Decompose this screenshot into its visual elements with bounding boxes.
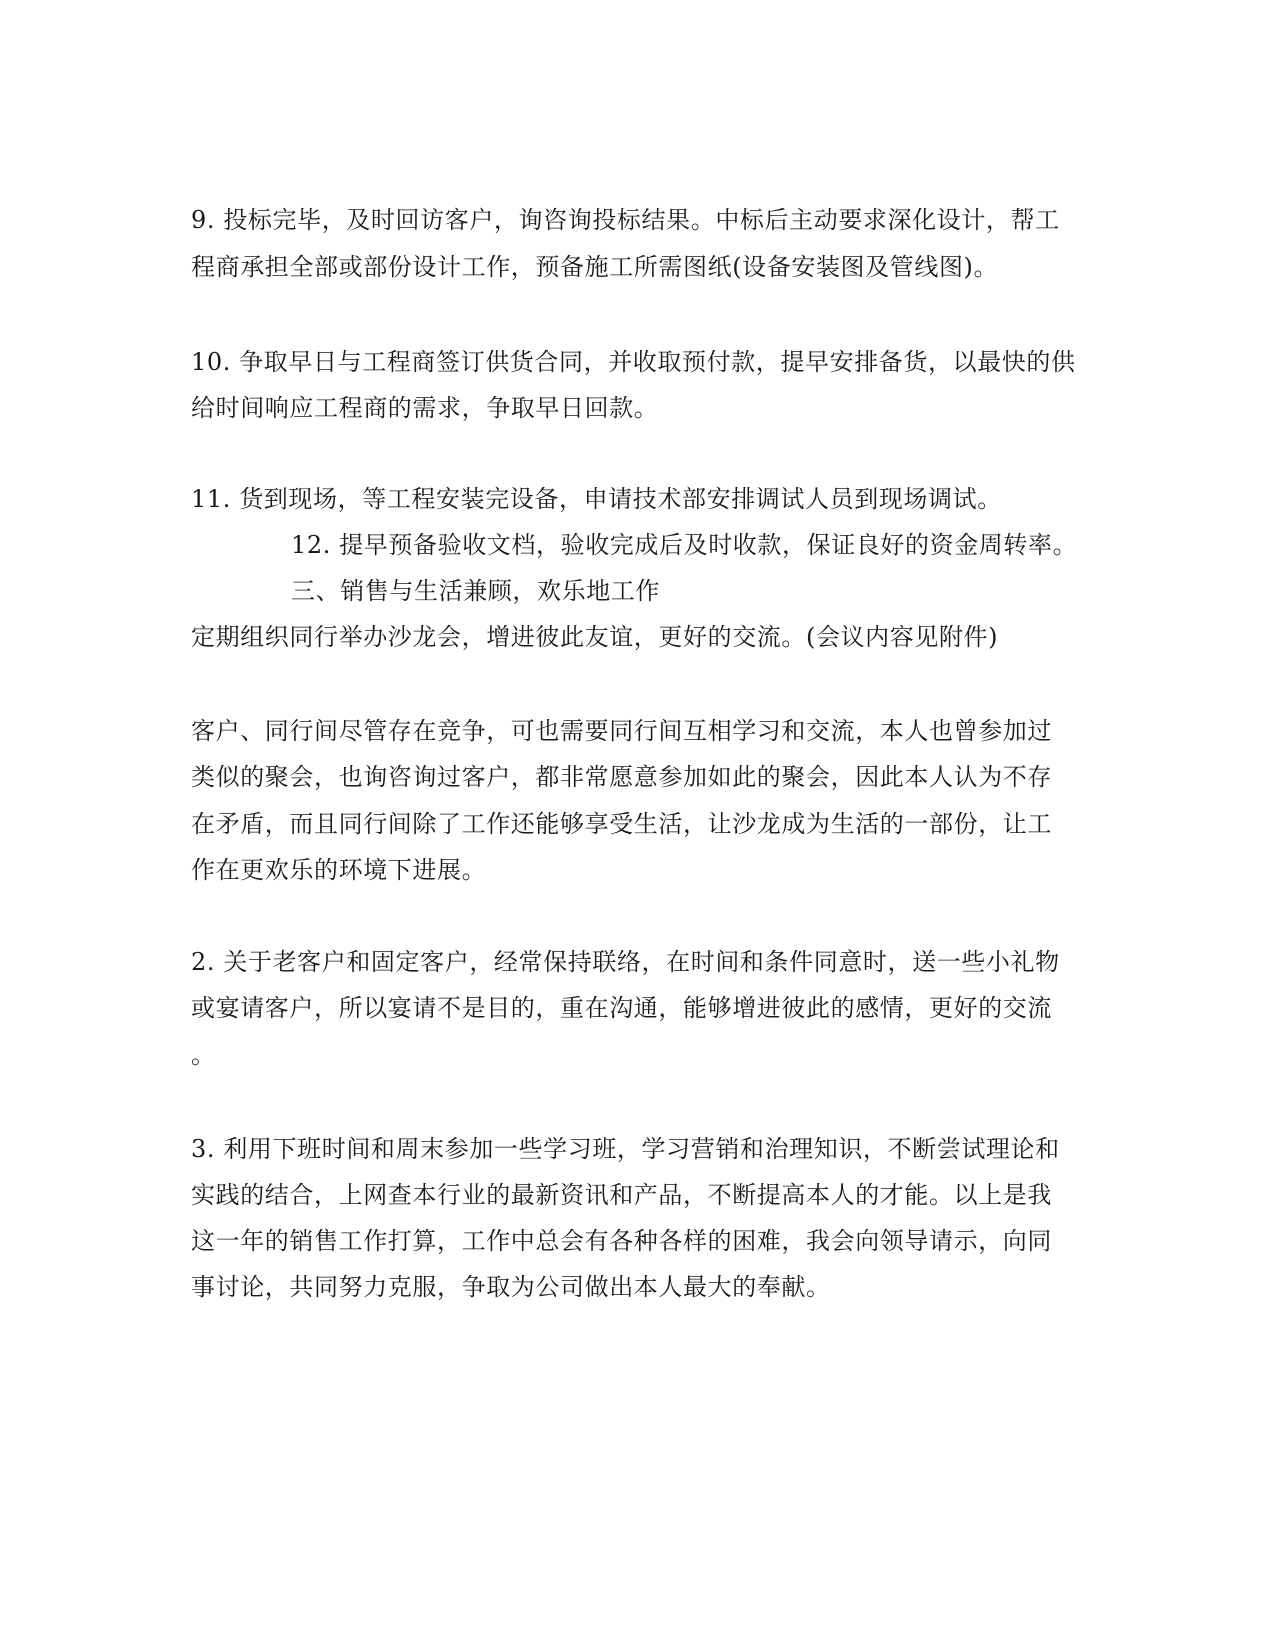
paragraph-3-line-2: 实践的结合，上网查本行业的最新资讯和产品，不断提高本人的才能。以上是我 bbox=[191, 1181, 1052, 1209]
section-heading-3: 三、销售与生活兼顾，欢乐地工作 bbox=[291, 577, 660, 605]
paragraph-3-line-4: 事讨论，共同努力克服，争取为公司做出本人最大的奉献。 bbox=[191, 1273, 831, 1301]
paragraph-body-line-3: 在矛盾，而且同行间除了工作还能够享受生活，让沙龙成为生活的一部份，让工 bbox=[191, 810, 1052, 838]
paragraph-1: 定期组织同行举办沙龙会，增进彼此友谊，更好的交流。(会议内容见附件) bbox=[191, 623, 999, 651]
paragraph-body-line-1: 客户、同行间尽管存在竞争，可也需要同行间互相学习和交流，本人也曾参加过 bbox=[191, 717, 1052, 745]
paragraph-3-line-3: 这一年的销售工作打算，工作中总会有各种各样的困难，我会向领导请示，向同 bbox=[191, 1227, 1052, 1255]
paragraph-body-line-2: 类似的聚会，也询咨询过客户，都非常愿意参加如此的聚会，因此本人认为不存 bbox=[191, 763, 1052, 791]
paragraph-2-line-1: 2. 关于老客户和固定客户，经常保持联络，在时间和条件同意时，送一些小礼物 bbox=[191, 948, 1060, 976]
paragraph-body-line-4: 作在更欢乐的环境下进展。 bbox=[191, 856, 487, 884]
paragraph-3-line-1: 3. 利用下班时间和周末参加一些学习班，学习营销和治理知识，不断尝试理论和 bbox=[191, 1135, 1060, 1163]
paragraph-9-line-1: 9. 投标完毕，及时回访客户，询咨询投标结果。中标后主动要求深化设计，帮工 bbox=[191, 206, 1060, 234]
paragraph-12: 12. 提早预备验收文档，验收完成后及时收款，保证良好的资金周转率。 bbox=[291, 531, 1078, 559]
paragraph-10-line-2: 给时间响应工程商的需求，争取早日回款。 bbox=[191, 394, 659, 422]
paragraph-10-line-1: 10. 争取早日与工程商签订供货合同，并收取预付款，提早安排备货，以最快的供 bbox=[191, 348, 1076, 376]
paragraph-2-line-2: 或宴请客户，所以宴请不是目的，重在沟通，能够增进彼此的感情，更好的交流 bbox=[191, 994, 1052, 1022]
paragraph-9-line-2: 程商承担全部或部份设计工作，预备施工所需图纸(设备安装图及管线图)。 bbox=[191, 253, 999, 281]
paragraph-2-line-3: 。 bbox=[191, 1041, 216, 1069]
paragraph-11: 11. 货到现场，等工程安装完设备，申请技术部安排调试人员到现场调试。 bbox=[191, 485, 1002, 513]
